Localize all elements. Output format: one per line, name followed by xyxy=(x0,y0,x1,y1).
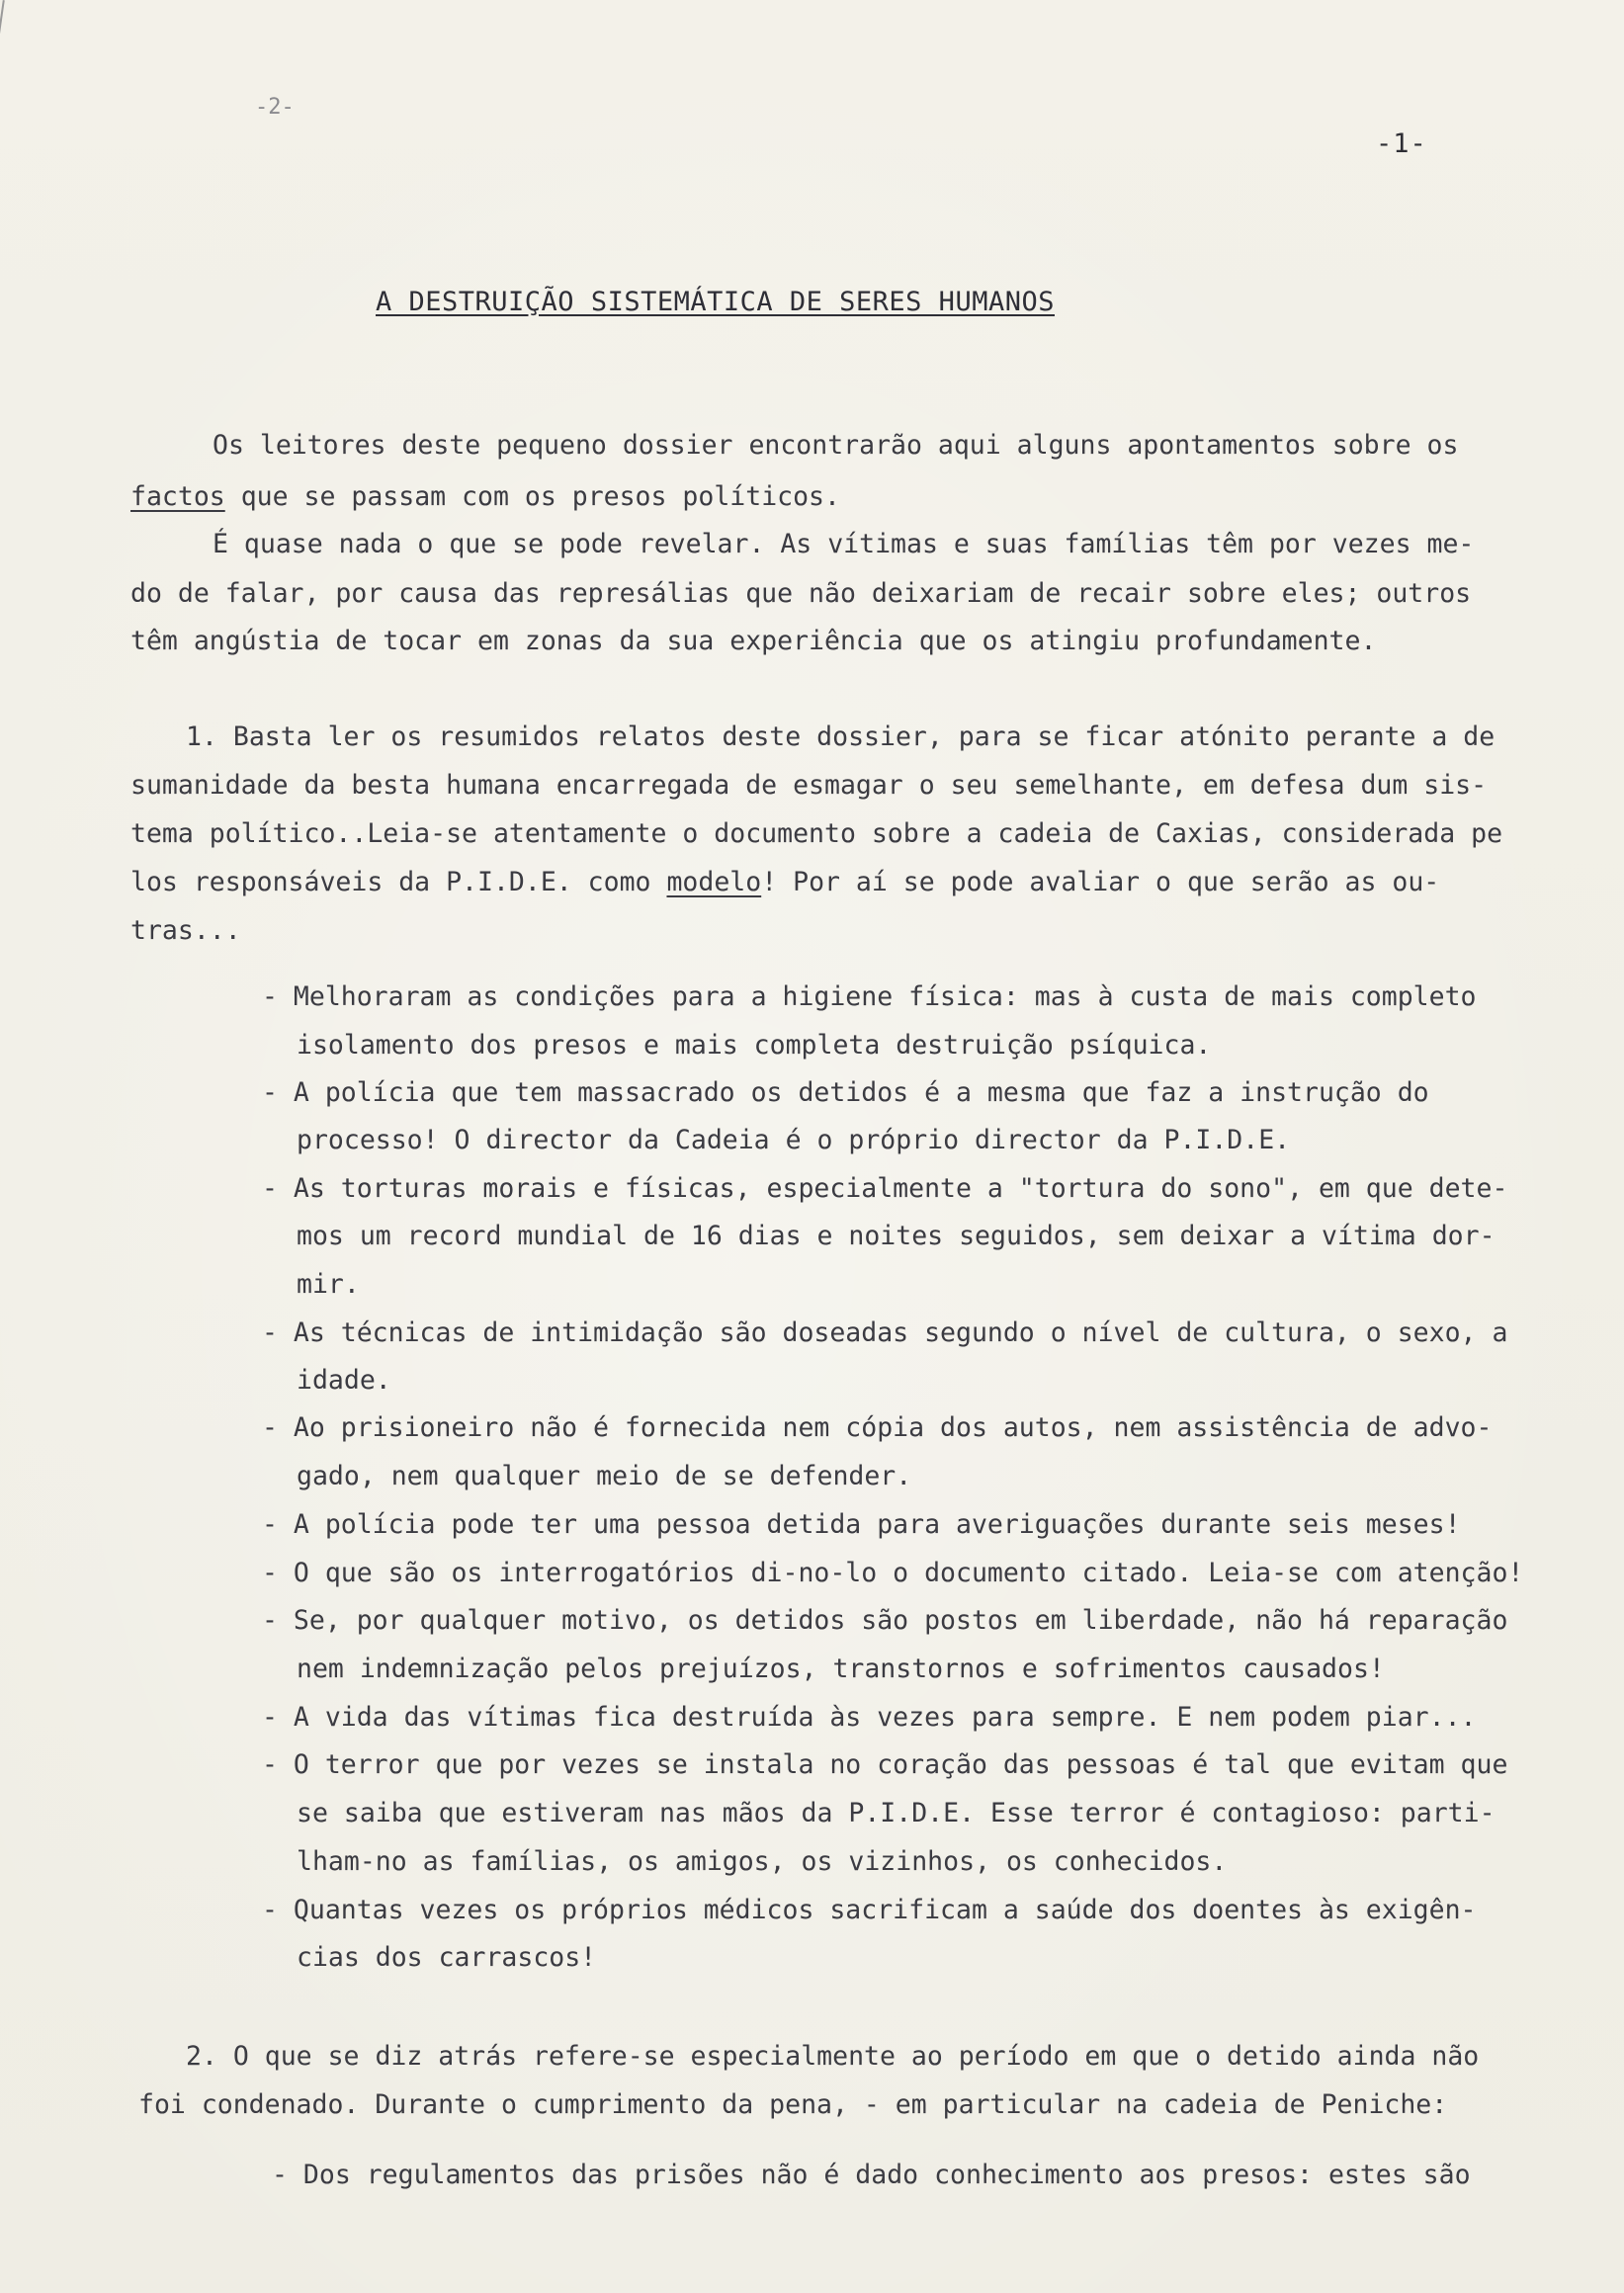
bullet-line-7: mir. xyxy=(297,1269,360,1300)
section1-line-3: tema político..Leia-se atentamente o documento sobre a cadeia de Caxias, considerada pe xyxy=(130,818,1503,849)
paper-edge-mark xyxy=(0,0,5,40)
bullet-line-3: - A polícia que tem massacrado os detidos é a mesma que faz a instrução do xyxy=(262,1077,1429,1108)
page-number: -1- xyxy=(1376,128,1427,159)
intro-line-1: Os leitores deste pequeno dossier encontrarão aqui alguns apontamentos sobre os xyxy=(213,430,1459,461)
section2-line-2: foi condenado. Durante o cumprimento da pena, - em particular na cadeia de Peniche: xyxy=(138,2089,1448,2120)
page-stamp: -2- xyxy=(255,95,295,120)
bullet-line-1: - Melhoraram as condições para a higiene física: mas à custa de mais completo xyxy=(262,981,1477,1012)
bullet-line-21: cias dos carrascos! xyxy=(297,1942,597,1973)
bullet-line-6: mos um record mundial de 16 dias e noites seguidos, sem deixar a vítima dor- xyxy=(297,1221,1496,1251)
section2-line-1: 2. O que se diz atrás refere-se especialmente ao período em que o detido ainda não xyxy=(186,2041,1480,2072)
intro-line-3: É quase nada o que se pode revelar. As vítimas e suas famílias têm por vezes me- xyxy=(213,529,1475,559)
bullet-line-2: isolamento dos presos e mais completa destruição psíquica. xyxy=(297,1030,1212,1061)
underlined-word: modelo xyxy=(666,867,762,897)
bullet-line-12: - A polícia pode ter uma pessoa detida para averiguações durante seis meses! xyxy=(262,1509,1461,1540)
intro-line-2: factos que se passam com os presos políticos. xyxy=(130,481,840,512)
bullet-line-16: - A vida das vítimas fica destruída às vezes para sempre. E nem podem piar... xyxy=(262,1702,1477,1733)
bullet-line-8: - As técnicas de intimidação são doseadas segundo o nível de cultura, o sexo, a xyxy=(262,1317,1508,1348)
underlined-word: factos xyxy=(130,481,225,512)
section1-line-5: tras... xyxy=(130,915,241,946)
bullet-line-13: - O que são os interrogatórios di-no-lo o documento citado. Leia-se com atenção! xyxy=(262,1558,1524,1588)
intro-line-4: do de falar, por causa das represálias que não deixariam de recair sobre eles; outros xyxy=(130,578,1472,609)
bullet-line-14: - Se, por qualquer motivo, os detidos são postos em liberdade, não há reparação xyxy=(262,1605,1508,1636)
document-title: A DESTRUIÇÃO SISTEMÁTICA DE SERES HUMANOS xyxy=(376,287,1055,317)
bullet-line-20: - Quantas vezes os próprios médicos sacrificam a saúde dos doentes às exigên- xyxy=(262,1895,1477,1925)
section2-line-3: - Dos regulamentos das prisões não é dado conhecimento aos presos: estes são xyxy=(272,2160,1471,2190)
bullet-line-4: processo! O director da Cadeia é o próprio director da P.I.D.E. xyxy=(297,1125,1291,1155)
bullet-line-9: idade. xyxy=(297,1365,391,1396)
section1-line-2: sumanidade da besta humana encarregada de esmagar o seu semelhante, em defesa dum sis- xyxy=(130,770,1488,801)
section1-line-1: 1. Basta ler os resumidos relatos deste dossier, para se ficar atónito perante a de xyxy=(186,722,1496,752)
intro-line-5: têm angústia de tocar em zonas da sua experiência que os atingiu profundamente. xyxy=(130,626,1377,656)
bullet-line-15: nem indemnização pelos prejuízos, transtornos e sofrimentos causados! xyxy=(297,1654,1385,1684)
bullet-line-5: - As torturas morais e físicas, especialmente a "tortura do sono", em que dete- xyxy=(262,1173,1508,1204)
bullet-line-19: lham-no as famílias, os amigos, os vizinhos, os conhecidos. xyxy=(297,1846,1228,1877)
bullet-line-18: se saiba que estiveram nas mãos da P.I.D.E. Esse terror é contagioso: parti- xyxy=(297,1798,1496,1828)
bullet-line-10: - Ao prisioneiro não é fornecida nem cópia dos autos, nem assistência de advo- xyxy=(262,1412,1493,1443)
bullet-line-17: - O terror que por vezes se instala no coração das pessoas é tal que evitam que xyxy=(262,1749,1508,1780)
bullet-line-11: gado, nem qualquer meio de se defender. xyxy=(297,1461,912,1491)
section1-line-4: los responsáveis da P.I.D.E. como modelo! Por aí se pode avaliar o que serão as ou- xyxy=(130,867,1440,897)
